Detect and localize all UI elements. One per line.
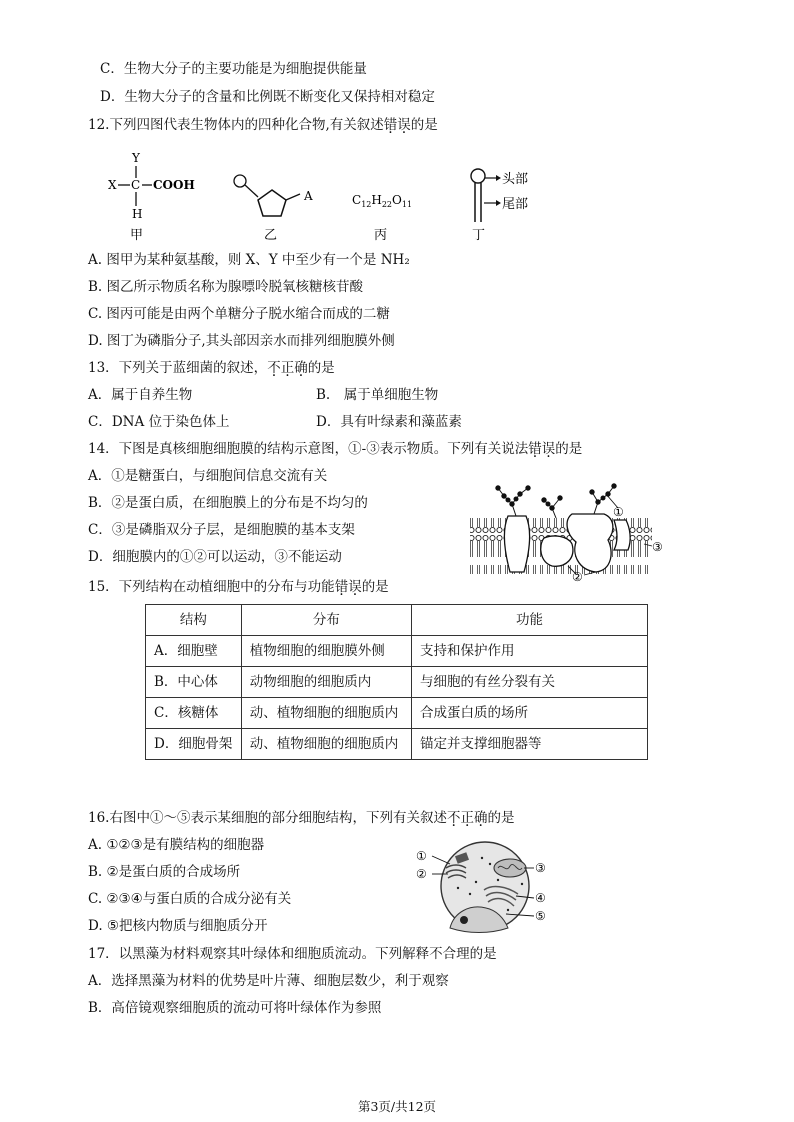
svg-text:H: H <box>132 207 143 221</box>
protein-small <box>614 520 630 550</box>
table-row <box>146 667 648 698</box>
membrane-label-3: ③ <box>652 540 663 554</box>
q12-option-c: C. 图丙可能是由两个单糖分子脱水缩合而成的二糖 <box>88 306 390 322</box>
svg-text:尾部: 尾部 <box>502 197 529 212</box>
table-cell: 支持和保护作用 <box>412 636 648 667</box>
table-row <box>146 698 648 729</box>
table-cell: A．细胞壁 <box>146 636 242 667</box>
svg-text:头部: 头部 <box>502 172 529 187</box>
q13-option-a: A．属于自养生物 <box>88 387 193 403</box>
table-cell: 动物细胞的细胞质内 <box>241 667 411 698</box>
table-cell: B．中心体 <box>146 667 242 698</box>
svg-text:X: X <box>108 178 117 192</box>
q11-option-c: C．生物大分子的主要功能是为细胞提供能量 <box>100 61 367 77</box>
q14-option-b: B．②是蛋白质，在细胞膜上的分布是不均匀的 <box>88 495 368 511</box>
q16-option-d: D. ⑤把核内物质与细胞质分开 <box>88 918 268 934</box>
q14-option-c: C．③是磷脂双分子层，是细胞膜的基本支架 <box>88 522 355 538</box>
svg-text:乙: 乙 <box>264 228 278 243</box>
table-row <box>146 729 648 760</box>
q12-stem: 12.下列四图代表生物体内的四种化合物,有关叙述错误的是 <box>88 117 438 133</box>
glycoprotein-chains <box>496 484 616 518</box>
figure-bing-formula <box>352 193 412 243</box>
q14-stem: 14．下图是真核细胞细胞膜的结构示意图，①-③表示物质。下列有关说法错误的是 <box>88 441 583 457</box>
svg-text:丙: 丙 <box>374 228 388 243</box>
q17-option-b: B．高倍镜观察细胞质的流动可将叶绿体作为参照 <box>88 1000 382 1016</box>
table-header-row <box>146 605 648 636</box>
q13-option-b: B. 属于单细胞生物 <box>316 387 439 403</box>
table-cell: 动、植物细胞的细胞质内 <box>241 698 411 729</box>
svg-text:COOH: COOH <box>153 178 195 192</box>
svg-text:C12H22O11: $C_{12}H_{22}O_{11}$ <box>352 193 413 209</box>
cell-label-1: ① <box>416 849 427 863</box>
q13-stem: 13．下列关于蓝细菌的叙述，不正确的是 <box>88 360 335 376</box>
protein-middle <box>541 536 573 566</box>
table-header: 分布 <box>241 605 411 636</box>
figure-yi-nucleotide <box>234 175 313 243</box>
table-cell: 合成蛋白质的场所 <box>412 698 648 729</box>
protein-left <box>504 516 529 572</box>
page-footer: 第3页/共12页 <box>357 1099 437 1114</box>
q11-option-d: D．生物大分子的含量和比例既不断变化又保持相对稳定 <box>100 89 435 105</box>
cell-label-2: ② <box>416 867 427 881</box>
q12-option-b: B. 图乙所示物质名称为腺嘌呤脱氧核糖核苷酸 <box>88 279 364 295</box>
q16-option-c: C. ②③④与蛋白质的合成分泌有关 <box>88 891 292 907</box>
q16-option-a: A. ①②③是有膜结构的细胞器 <box>88 837 265 853</box>
table-cell: 与细胞的有丝分裂有关 <box>412 667 648 698</box>
cell-diagram <box>410 838 560 938</box>
svg-text:甲: 甲 <box>130 228 144 243</box>
table-cell: 植物细胞的细胞膜外侧 <box>241 636 411 667</box>
mitochondrion <box>494 859 526 877</box>
q13-option-d: D．具有叶绿素和藻蓝素 <box>316 414 462 430</box>
membrane-label-1: ① <box>613 505 624 519</box>
q12-option-d: D. 图丁为磷脂分子,其头部因亲水而排列细胞膜外侧 <box>88 333 395 349</box>
figure-jia-amino-acid <box>108 151 195 243</box>
table-row <box>146 636 648 667</box>
svg-text:Y: Y <box>132 151 140 165</box>
figure-ding-phospholipid <box>471 169 528 243</box>
table-cell: D．细胞骨架 <box>146 729 242 760</box>
q15-table <box>145 604 648 760</box>
q16-option-b: B. ②是蛋白质的合成场所 <box>88 864 241 880</box>
q12-option-a: A. 图甲为某种氨基酸，则 X、Y 中至少有一个是 NH₂ <box>88 252 410 268</box>
q13-option-c: C．DNA 位于染色体上 <box>88 414 230 430</box>
table-header: 结构 <box>146 605 242 636</box>
q17-option-a: A．选择黑藻为材料的优势是叶片薄、细胞层数少，利于观察 <box>88 973 449 989</box>
svg-text:丁: 丁 <box>472 228 486 243</box>
q15-stem: 15．下列结构在动植细胞中的分布与功能错误的是 <box>88 579 389 595</box>
svg-text:A: A <box>304 189 313 203</box>
table-header: 功能 <box>412 605 648 636</box>
membrane-label-2: ② <box>572 570 583 584</box>
svg-text:C: C <box>131 178 141 192</box>
membrane-diagram <box>468 480 683 585</box>
cell-label-3: ③ <box>535 861 546 875</box>
table-cell: 动、植物细胞的细胞质内 <box>241 729 411 760</box>
q14-option-a: A．①是糖蛋白，与细胞间信息交流有关 <box>88 468 328 484</box>
table-cell: C．核糖体 <box>146 698 242 729</box>
q12-figures <box>100 146 540 246</box>
q17-stem: 17．以黑藻为材料观察其叶绿体和细胞质流动。下列解释不合理的是 <box>88 946 497 962</box>
table-cell: 锚定并支撑细胞器等 <box>412 729 648 760</box>
cell-label-4: ④ <box>535 891 546 905</box>
q14-option-d: D．细胞膜内的①②可以运动，③不能运动 <box>88 549 342 565</box>
q16-stem: 16.右图中①～⑤表示某细胞的部分细胞结构，下列有关叙述不正确的是 <box>88 810 515 826</box>
cell-label-5: ⑤ <box>535 909 546 923</box>
nucleolus <box>460 916 468 924</box>
